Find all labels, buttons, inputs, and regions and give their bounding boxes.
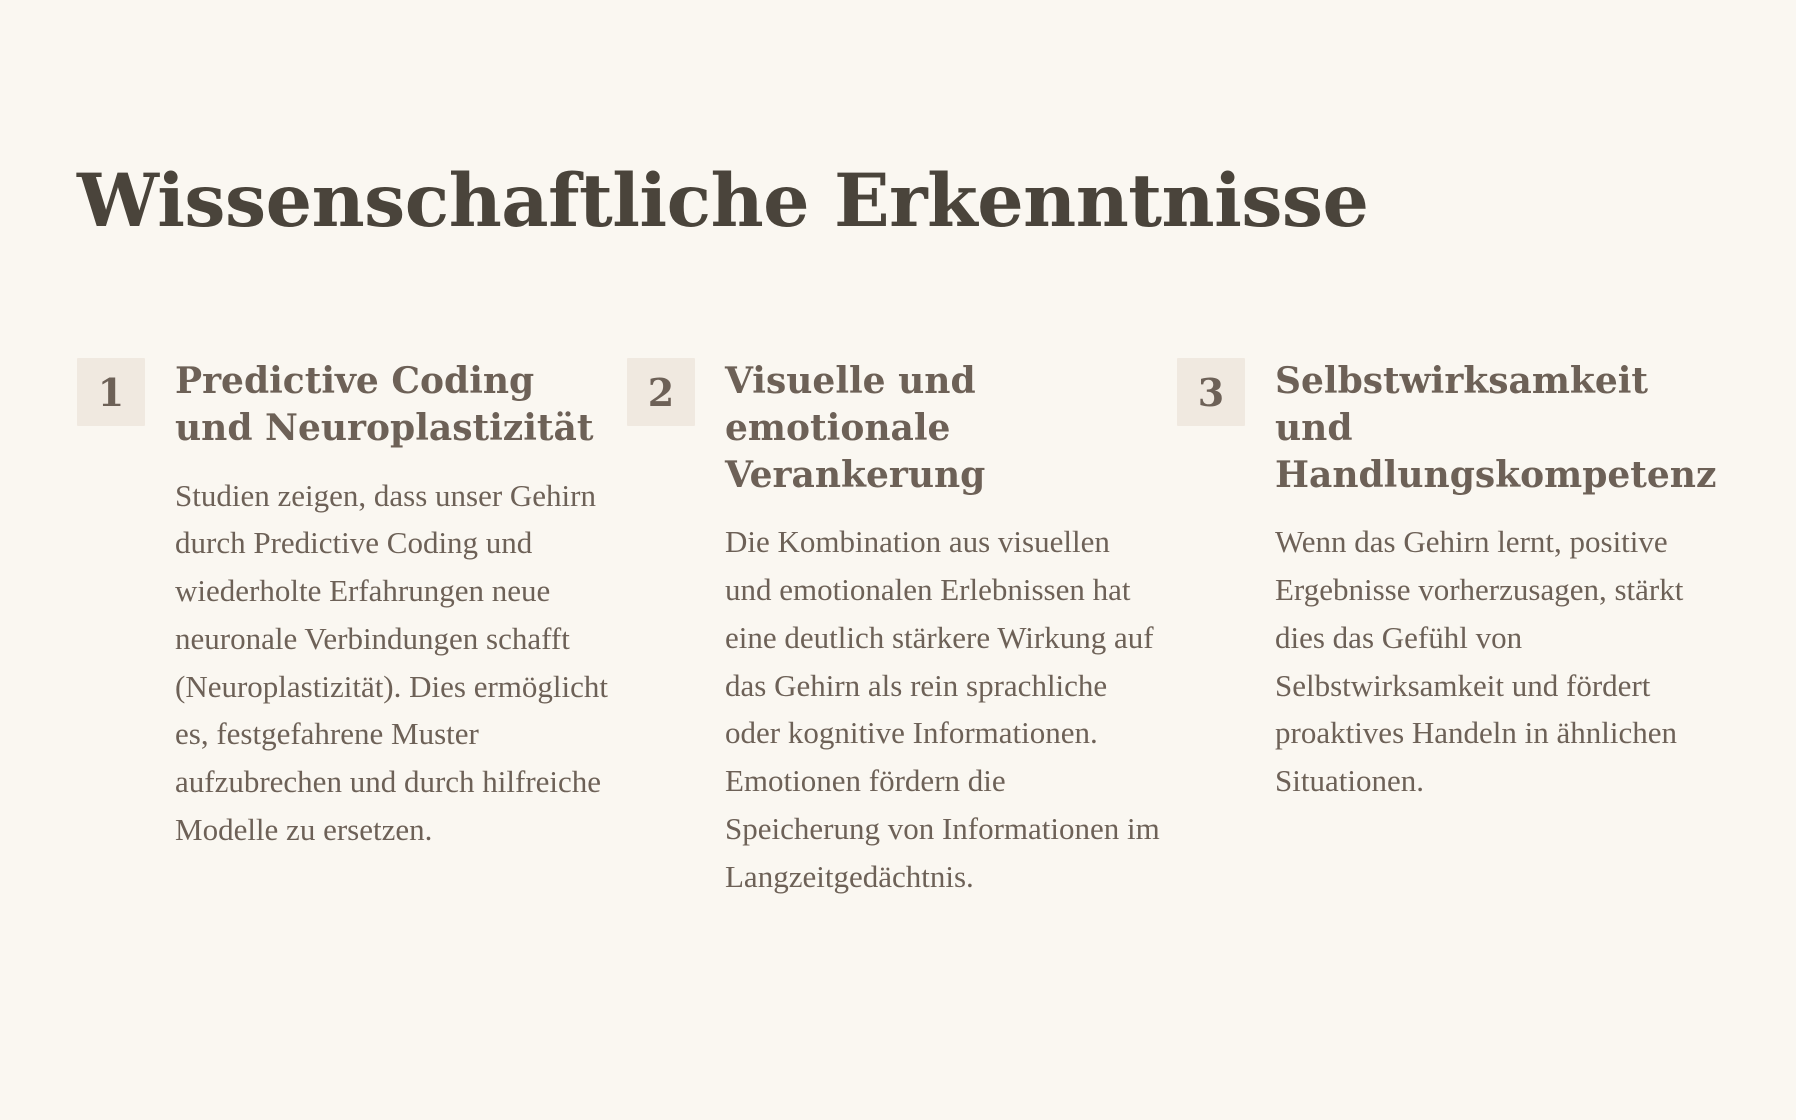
finding-content-3 (1275, 358, 1717, 805)
finding-text-2: Die Kombination aus visuellen und emotionalen Erlebnissen hat eine deutlich stärkere Wirkung auf das Gehirn als rein sprachliche oder kognitive Informationen. Emotionen fördern die Speicherung von Informationen im Langzeitgedächtnis. (725, 524, 1160, 894)
finding-item-self-efficacy (1177, 358, 1727, 900)
number-badge-1: 1 (77, 358, 145, 426)
finding-content-1 (175, 358, 611, 853)
finding-title-1: Predictive Coding und Neuroplastizität (175, 360, 594, 449)
finding-title-2: Visuelle und emotionale Verankerung (725, 360, 986, 496)
finding-item-predictive-coding (77, 358, 627, 900)
number-badge-2: 2 (627, 358, 695, 426)
finding-text-1: Studien zeigen, dass unser Gehirn durch Predictive Coding und wiederholte Erfahrungen neue neuronale Verbindungen schafft (Neuroplastizität). Dies ermöglicht es, festgefahrene Muster aufzubrechen und durch hilfreiche Modelle zu ersetzen. (175, 477, 609, 847)
finding-text-3: Wenn das Gehirn lernt, positive Ergebnisse vorherzusagen, stärkt dies das Gefühl von Selbstwirksamkeit und fördert proaktives Handeln in ähnlichen Situationen. (1275, 524, 1684, 799)
finding-content-2 (725, 358, 1161, 900)
finding-item-visual-emotional (627, 358, 1177, 900)
page-title: Wissenschaftliche Erkenntnisse (77, 158, 1369, 244)
findings-columns (77, 358, 1727, 900)
finding-title-3: Selbstwirksamkeit und Handlungskompetenz (1275, 360, 1717, 496)
number-badge-3: 3 (1177, 358, 1245, 426)
